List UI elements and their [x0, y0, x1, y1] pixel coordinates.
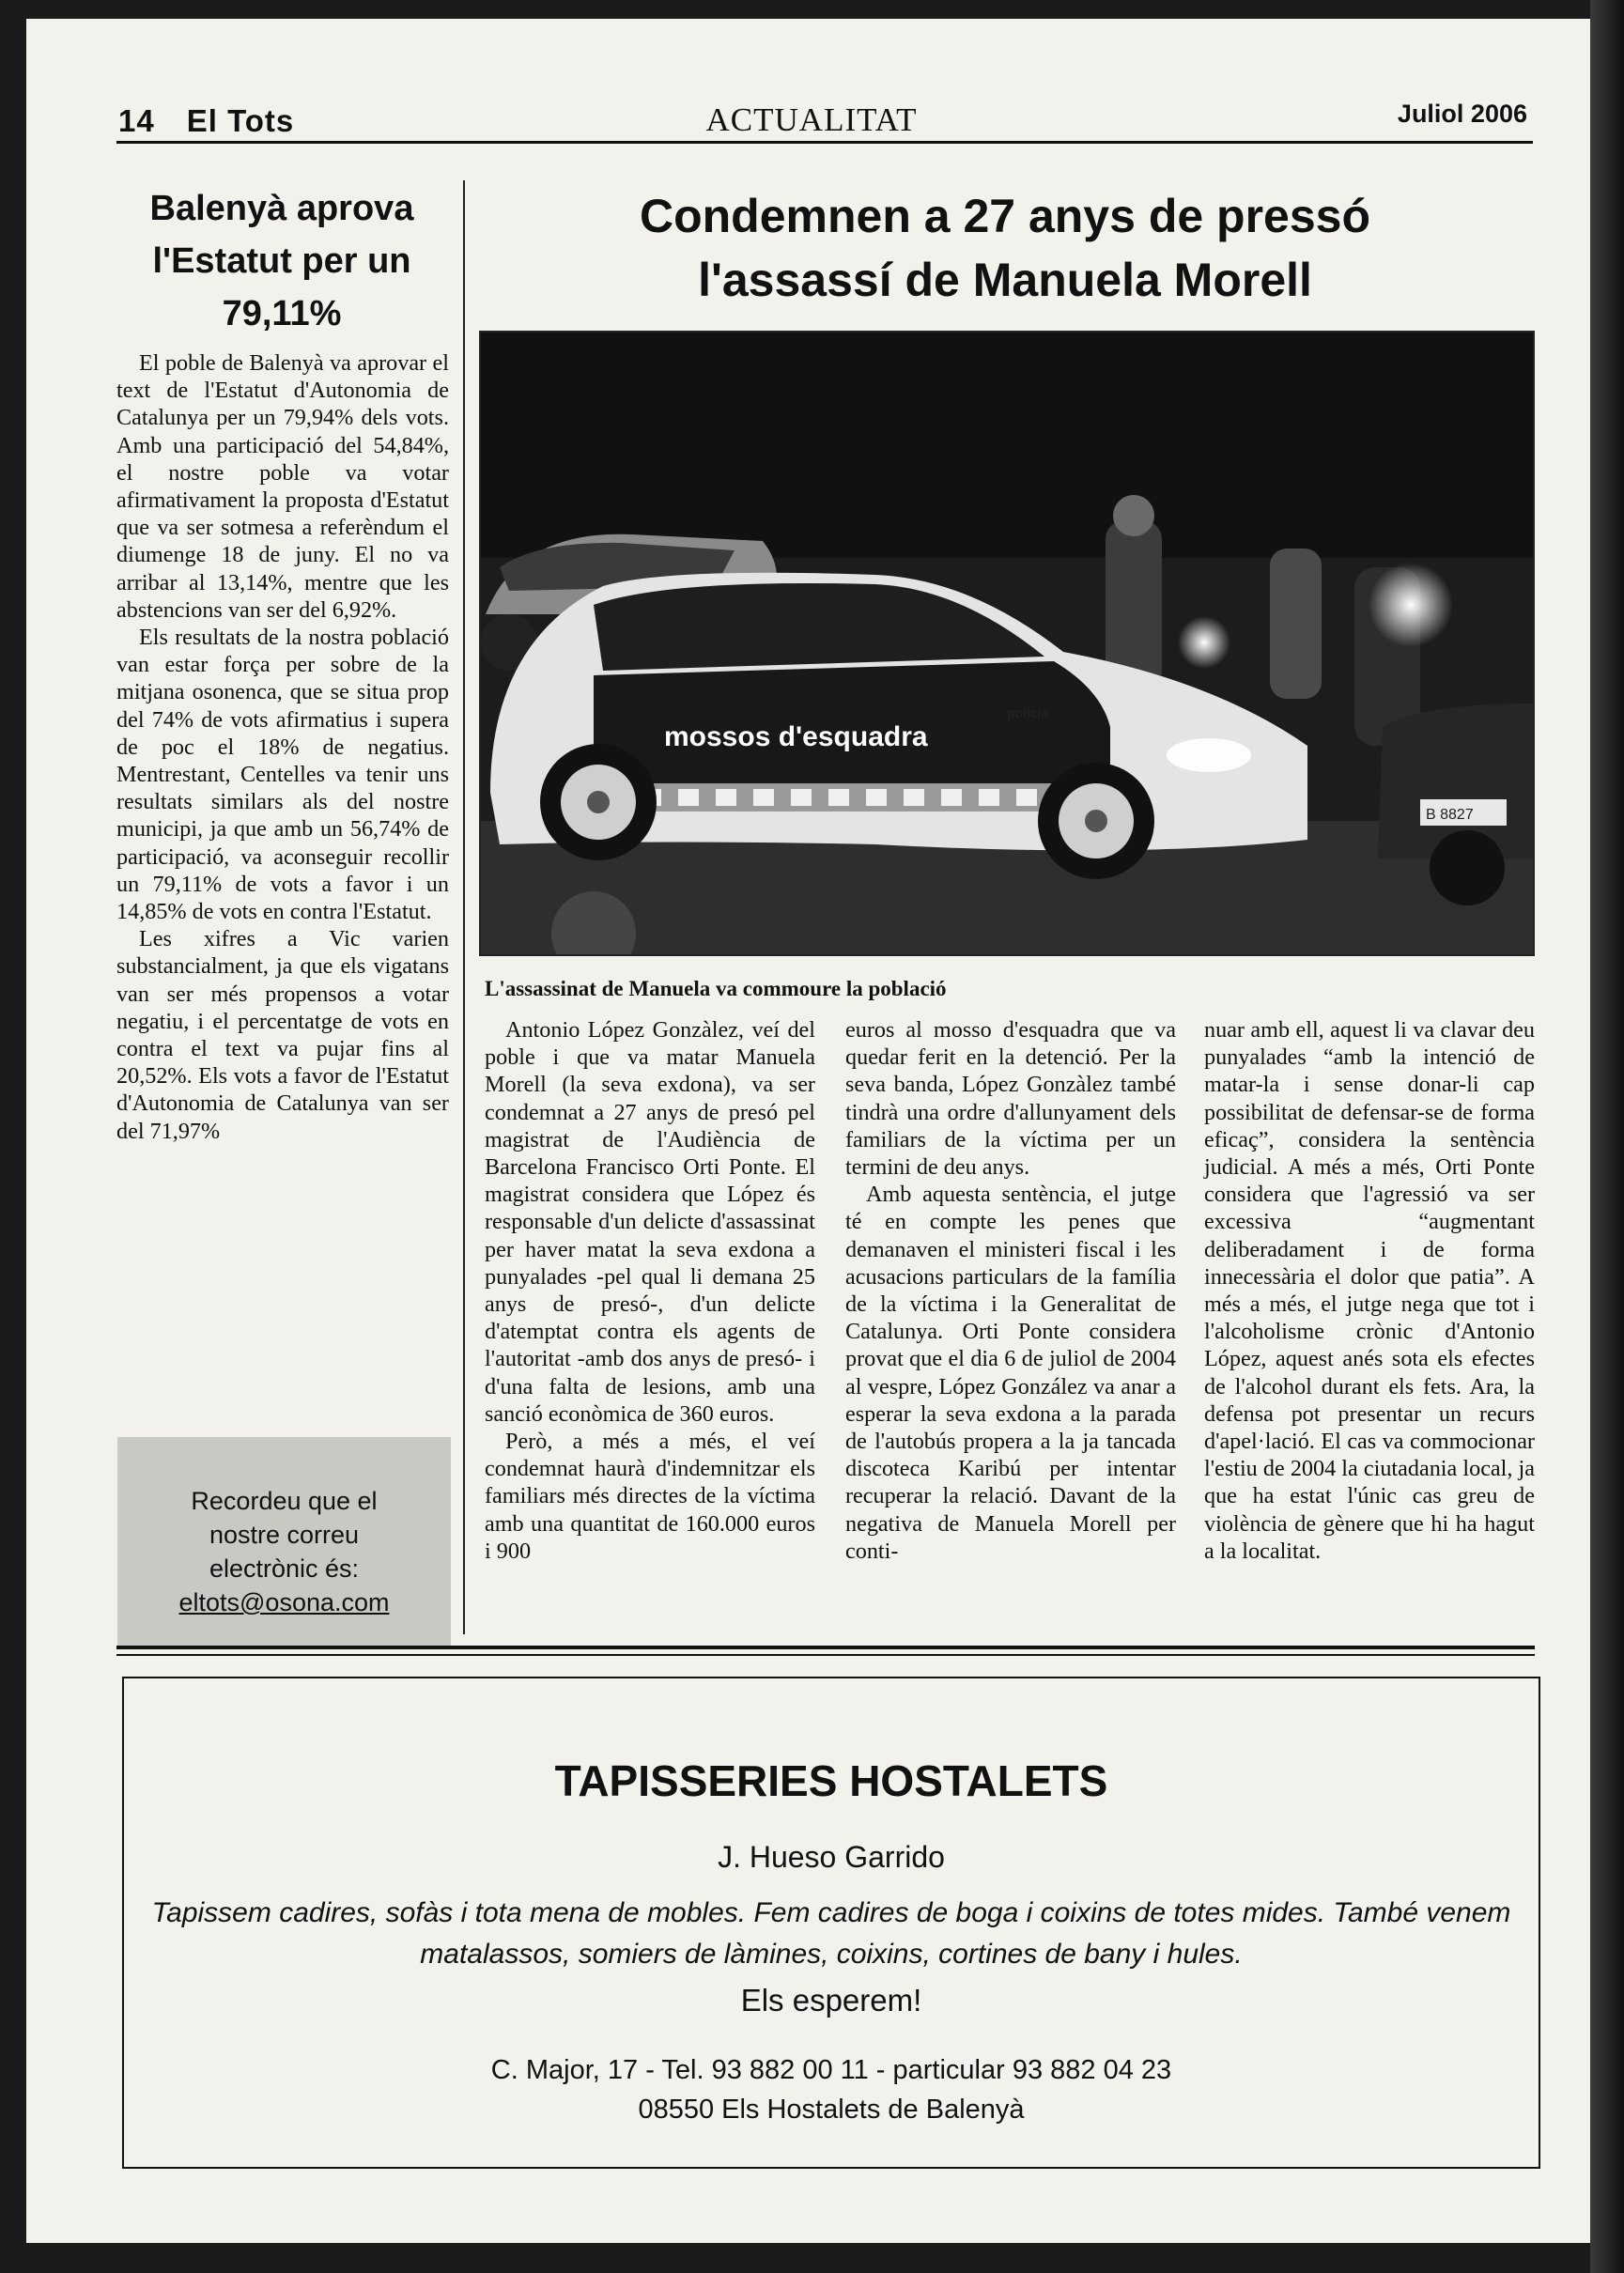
email-link[interactable]: eltots@osona.com	[178, 1588, 390, 1616]
advertisement-box	[122, 1677, 1540, 2169]
car-livery-text: mossos d'esquadra	[664, 721, 928, 752]
ad-closing: Els esperem!	[740, 1983, 922, 2018]
article-headline	[479, 184, 1531, 312]
page-header	[90, 98, 1533, 145]
ad-address-line: C. Major, 17 - Tel. 93 882 00 11 - particular 93 882 04 23	[490, 2055, 1172, 2085]
column-divider	[463, 180, 465, 1634]
ad-description: Tapissem cadires, sofàs i tota mena de mobles. Fem cadires de boga i coixins de totes mides. També venem matalassos, somiers de làmines, coixins, cortines de bany i hules.	[151, 1897, 1511, 1970]
notice-line: nostre correu	[209, 1521, 360, 1549]
ad-business-name: TAPISSERIES HOSTALETS	[554, 1756, 1108, 1805]
sidebar-paragraph: El poble de Balenyà va aprovar el text de l'Estatut d'Autonomia de Catalunya per un 79,94% dels vots. Amb una participació del 54,84%, el nostre poble va votar afirmativament la proposta d'Estatut que va ser sotmesa a referèndum el diumenge 18 de juny. El no va arribar al 13,14%, mentre que les abstencions van ser del 6,92%.	[116, 350, 449, 623]
page-number: 14	[118, 103, 155, 138]
header-rule	[116, 141, 1533, 144]
article-column-2	[845, 1016, 1176, 1565]
plate-text: B 8827	[1426, 807, 1474, 823]
article-paragraph: nuar amb ell, aquest li va clavar deu punyalades “amb la intenció de matar-la i sense donar-li cap possibilitat de defensar-se de forma eficaç”, considera la sentència judicial. A més a més, Orti Ponte considera que l'agressió va ser excessiva “augmentant deliberadament i de forma innecessària el dolor que patia”. A més a més, el jutge nega que tot i l'alcoholisme crònic d'Antonio López, aquest anés sota els efectes de l'alcohol durant els fets. Ara, la defensa pot presentar un recurs d'apel·lació. El cas va commocionar l'estiu de 2004 la ciutadania local, ja que ha estat l'únic cas greu de violència de gènere que hi ha hagut a la localitat.	[1204, 1017, 1535, 1564]
car-small-text: policia	[1007, 705, 1049, 720]
publication-name: El Tots	[186, 103, 295, 138]
sidebar-paragraph: Els resultats de la nostra població van estar força per sobre de la mitjana osonenca, que se situa prop del 74% de vots afirmatius i supera de poc el 18% de negatius. Mentrestant, Centelles va tenir uns resultats similars als del nostre municipi, ja que amb un 56,74% de participació, va aconseguir recollir un 79,11% de vots a favor i un 14,85% de vots en contra l'Estatut.	[116, 625, 449, 925]
headline-line: l'assassí de Manuela Morell	[698, 254, 1312, 306]
notice-line: Recordeu que el	[191, 1487, 378, 1515]
article-column-3	[1204, 1016, 1535, 1565]
article-photo	[479, 331, 1535, 956]
section-name: ACTUALITAT	[705, 101, 918, 138]
article-paragraph: Però, a més a més, el veí condemnat haurà d'indemnitzar els familiars més directes de la víctima amb una quantitat de 160.000 euros i 900	[485, 1429, 815, 1564]
notice-line: electrònic és:	[209, 1554, 360, 1583]
email-notice-box	[117, 1437, 451, 1646]
section-rule-thin	[116, 1654, 1535, 1656]
photo-caption: L'assassinat de Manuela va commoure la població	[485, 977, 947, 1000]
article-column-1	[485, 1016, 815, 1565]
ad-contact	[124, 2050, 1539, 2129]
issue-date: Juliol 2006	[1397, 100, 1527, 128]
headline-line: Condemnen a 27 anys de pressó	[639, 190, 1371, 242]
article-paragraph: Amb aquesta sentència, el jutge té en compte les penes que demanaven el ministeri fiscal i les acusacions particulars de la família de la víctima i la Generalitat de Catalunya. Orti Ponte considera provat que el dia 6 de juliol de 2004 al vespre, López González va anar a esperar la seva exdona a la parada de l'autobús propera a la ja tancada discoteca Karibú per intentar recuperar la relació. Davant de la negativa de Manuela Morell per conti-	[845, 1182, 1176, 1564]
sidebar-headline: Balenyà aprova l'Estatut per un 79,11%	[149, 189, 414, 333]
article-paragraph: Antonio López Gonzàlez, veí del poble i que va matar Manuela Morell (la seva exdona), va ser condemnat a 27 anys de presó pel magistrat de l'Audiència de Barcelona Francisco Orti Ponte. El magistrat considera que López és responsable d'un delicte d'assassinat per haver matat la seva exdona a punyalades -pel qual li demana 25 anys de presó-, d'un delicte d'atemptat contra els agents de l'autoritat -amb dos anys de presó- i d'una falta de lesions, amb una sanció econòmica de 360 euros.	[485, 1017, 815, 1427]
sidebar-paragraph: Les xifres a Vic varien substancialment, ja que els vigatans van ser més propensos a votar negatiu, i el percentatge de vots en contra el text va pujar fins al 20,52%. Els vots a favor de l'Estatut d'Autonomia de Catalunya van ser del 71,97%	[116, 926, 449, 1144]
police-car-photo	[481, 332, 1535, 956]
page-edge	[1590, 0, 1624, 2273]
article-paragraph: euros al mosso d'esquadra que va quedar ferit en la detenció. Per la seva banda, López Gonzàlez també tindrà una ordre d'allunyament dels familiars de la víctima per un termini de deu anys.	[845, 1017, 1176, 1181]
sidebar-body	[116, 349, 449, 1145]
ad-address-line: 08550 Els Hostalets de Balenyà	[638, 2095, 1025, 2125]
ad-owner: J. Hueso Garrido	[718, 1840, 945, 1874]
section-rule	[116, 1646, 1535, 1649]
article-body	[481, 1016, 1537, 1627]
